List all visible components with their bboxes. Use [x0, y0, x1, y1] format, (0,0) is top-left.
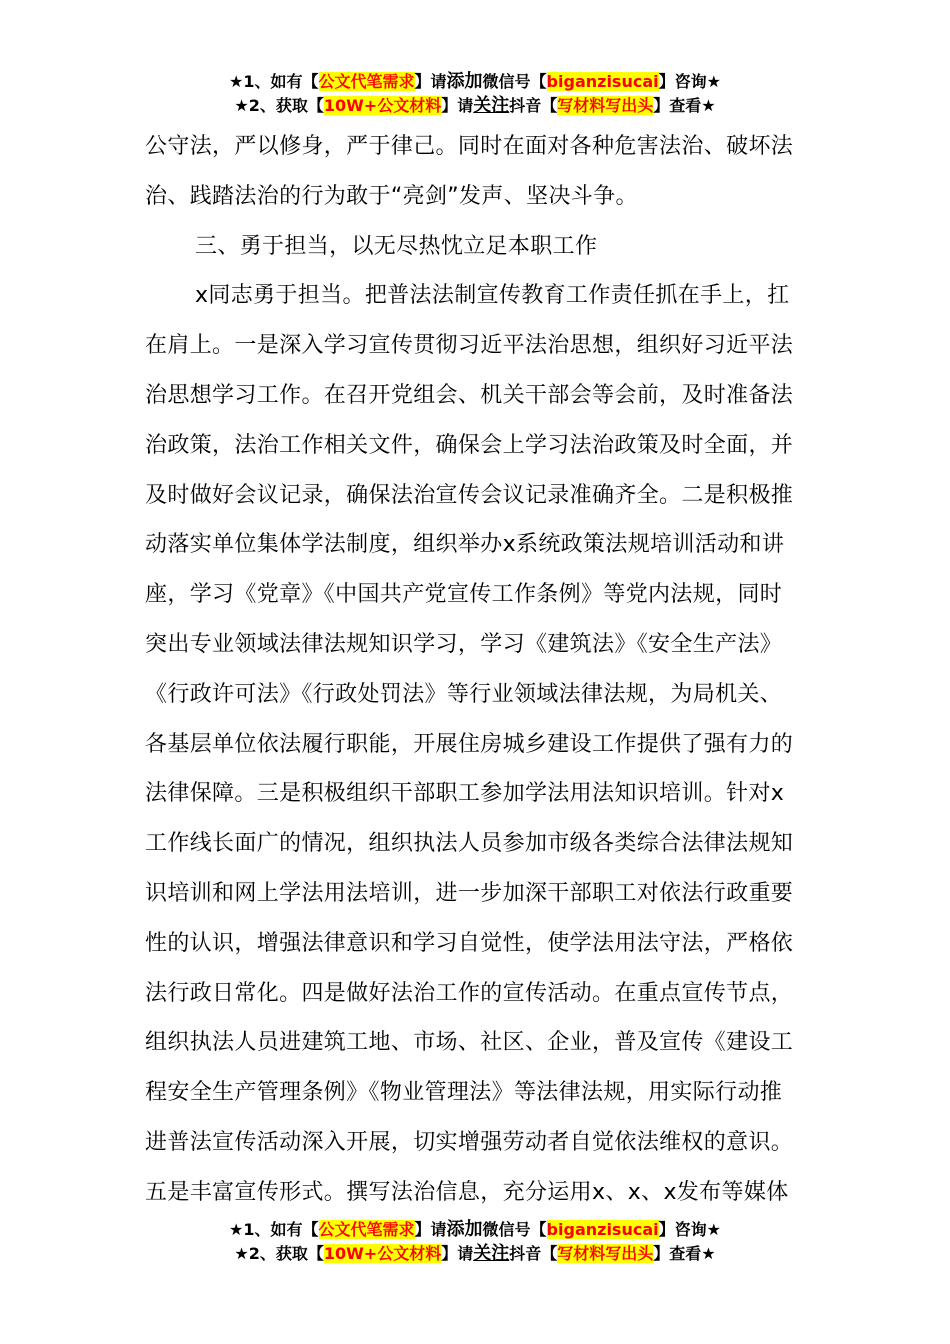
body-line: 治、践踏法治的行为敢于“亮剑”发声、坚决斗争。 [145, 183, 638, 209]
banner-text: 】查看★ [653, 96, 716, 115]
body-line: 程安全生产管理条例》《物业管理法》等法律法规，用实际行动推 [145, 1080, 783, 1106]
banner-text: 抖音【 [509, 96, 558, 115]
footer-banner [0, 1218, 950, 1266]
section-heading: 三、勇于担当，以无尽热忱立足本职工作 [195, 233, 598, 259]
banner-highlight: biganzisucai [546, 72, 659, 91]
banner-text: 微信号【 [482, 1220, 547, 1239]
banner-emphasis: 关注 [473, 95, 510, 116]
body-line: 在肩上。一是深入学习宣传贯彻习近平法治思想，组织好习近平法 [145, 333, 794, 359]
banner-text: ★1、如有【 [229, 72, 319, 91]
banner-text: ★1、如有【 [229, 1220, 319, 1239]
banner-line-2 [0, 94, 950, 118]
body-line: 突出专业领域法律法规知识学习，学习《建筑法》《安全生产法》 [145, 631, 783, 657]
banner-highlight: 写材料写出头 [557, 1244, 654, 1263]
banner-text: 抖音【 [509, 1244, 558, 1263]
banner-text: 微信号【 [482, 72, 547, 91]
banner-text: 】请 [414, 72, 447, 91]
banner-highlight: 10W+公文材料 [323, 1244, 442, 1263]
body-line: 及时做好会议记录，确保法治宣传会议记录准确齐全。二是积极推 [145, 482, 794, 508]
banner-line-2 [0, 1242, 950, 1266]
banner-line-1 [0, 1218, 950, 1242]
banner-highlight: 公文代笔需求 [318, 1220, 415, 1239]
banner-text: 】查看★ [653, 1244, 716, 1263]
banner-highlight: 公文代笔需求 [318, 72, 415, 91]
banner-text: ★2、获取【 [234, 1244, 324, 1263]
body-line: x同志勇于担当。把普法法制宣传教育工作责任抓在手上，扛 [195, 283, 790, 309]
banner-highlight: 10W+公文材料 [323, 96, 442, 115]
banner-highlight: biganzisucai [546, 1220, 659, 1239]
banner-emphasis: 添加 [446, 1219, 483, 1240]
document-body [145, 122, 805, 1218]
body-line: 各基层单位依法履行职能，开展住房城乡建设工作提供了强有力的 [145, 731, 794, 757]
banner-text: 】请 [441, 96, 474, 115]
body-line: 五是丰富宣传形式。撰写法治信息，充分运用x、x、x发布等媒体 [145, 1179, 789, 1205]
header-banner [0, 70, 950, 118]
banner-emphasis: 关注 [473, 1243, 510, 1264]
body-line: 组织执法人员进建筑工地、市场、社区、企业，普及宣传《建设工 [145, 1030, 794, 1056]
banner-text: 】咨询★ [658, 72, 721, 91]
body-line: 进普法宣传活动深入开展，切实增强劳动者自觉依法维权的意识。 [145, 1129, 794, 1155]
banner-text: 】请 [414, 1220, 447, 1239]
body-line: 工作线长面广的情况，组织执法人员参加市级各类综合法律法规知 [145, 831, 794, 857]
banner-emphasis: 添加 [446, 71, 483, 92]
body-line: 动落实单位集体学法制度，组织举办x系统政策法规培训活动和讲 [145, 532, 785, 558]
banner-line-1 [0, 70, 950, 94]
body-line: 治政策，法治工作相关文件，确保会上学习法治政策及时全面，并 [145, 432, 794, 458]
body-line: 法律保障。三是积极组织干部职工参加学法用法知识培训。针对x [145, 781, 785, 807]
body-line: 座，学习《党章》《中国共产党宣传工作条例》等党内法规，同时 [145, 582, 783, 608]
banner-highlight: 写材料写出头 [557, 96, 654, 115]
body-line: 识培训和网上学法用法培训，进一步加深干部职工对依法行政重要 [145, 880, 794, 906]
body-line: 性的认识，增强法律意识和学习自觉性，使学法用法守法，严格依 [145, 930, 794, 956]
body-line: 公守法，严以修身，严于律己。同时在面对各种危害法治、破坏法 [145, 134, 794, 159]
body-line: 法行政日常化。四是做好法治工作的宣传活动。在重点宣传节点， [145, 980, 794, 1006]
body-line: 《行政许可法》《行政处罚法》等行业领域法律法规，为局机关、 [145, 681, 783, 707]
banner-text: 】请 [441, 1244, 474, 1263]
banner-text: ★2、获取【 [234, 96, 324, 115]
body-line: 治思想学习工作。在召开党组会、机关干部会等会前，及时准备法 [145, 382, 794, 408]
banner-text: 】咨询★ [658, 1220, 721, 1239]
